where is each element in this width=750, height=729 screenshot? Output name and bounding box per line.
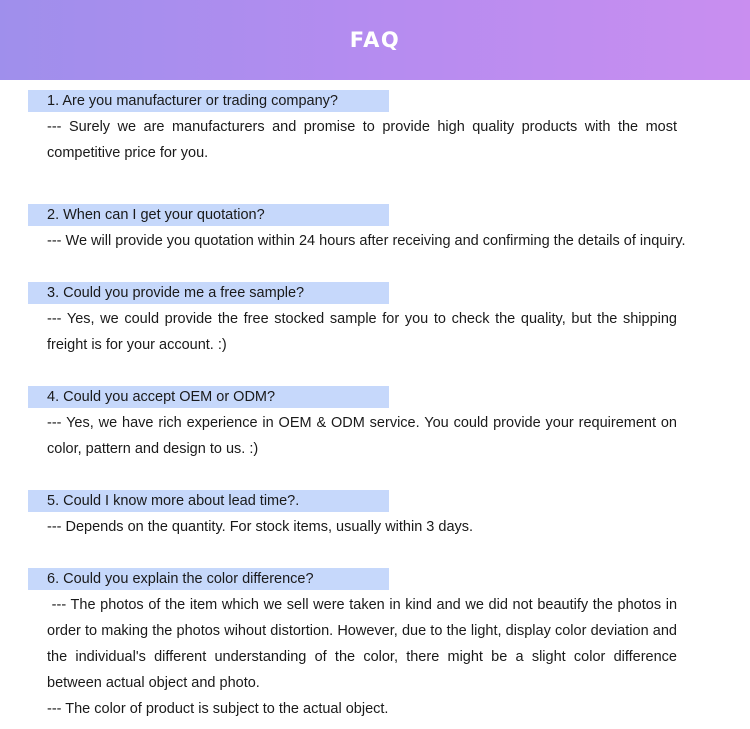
faq-answer [47, 592, 682, 722]
faq-item-6 [0, 568, 750, 722]
faq-item-1 [0, 90, 750, 204]
faq-answer-text: --- Yes, we could provide the free stocked sample for you to check the quality, but the shipping freight is for your account. :) [47, 311, 677, 353]
faq-question: 5. Could I know more about lead time?. [28, 490, 389, 512]
faq-answer [47, 514, 677, 540]
faq-answer-text: --- We will provide you quotation within 24 hours after receiving and confirming the details of inquiry. [47, 233, 686, 249]
faq-answer [47, 114, 677, 166]
faq-answer-text: --- The color of product is subject to the actual object. [47, 701, 389, 717]
faq-item-5 [0, 490, 750, 568]
faq-question: 2. When can I get your quotation? [28, 204, 389, 226]
faq-question: 3. Could you provide me a free sample? [28, 282, 389, 304]
faq-answer-text: --- Depends on the quantity. For stock items, usually within 3 days. [47, 519, 474, 535]
faq-banner [0, 0, 750, 80]
faq-item-4 [0, 386, 750, 490]
faq-item-3 [0, 282, 750, 386]
faq-question: 4. Could you accept OEM or ODM? [28, 386, 389, 408]
faq-question: 1. Are you manufacturer or trading company? [28, 90, 389, 112]
faq-answer-text: --- The photos of the item which we sell were taken in kind and we did not beautify the photos in order to making the photos wihout distortion. However, due to the light, display color deviation and the individual's different understanding of the color, there might be a slight color difference between actual object and photo. [47, 597, 682, 691]
faq-question: 6. Could you explain the color difference? [28, 568, 389, 590]
faq-answer [47, 228, 686, 254]
faq-list [0, 90, 750, 722]
faq-item-2 [0, 204, 750, 282]
faq-answer [47, 306, 677, 358]
faq-answer-text: --- Yes, we have rich experience in OEM & ODM service. You could provide your requirement on color, pattern and design to us. :) [47, 415, 677, 457]
page-title: FAQ [349, 28, 401, 52]
faq-answer-text: --- Surely we are manufacturers and promise to provide high quality products with the most competitive price for you. [47, 119, 677, 161]
faq-answer [47, 410, 677, 462]
